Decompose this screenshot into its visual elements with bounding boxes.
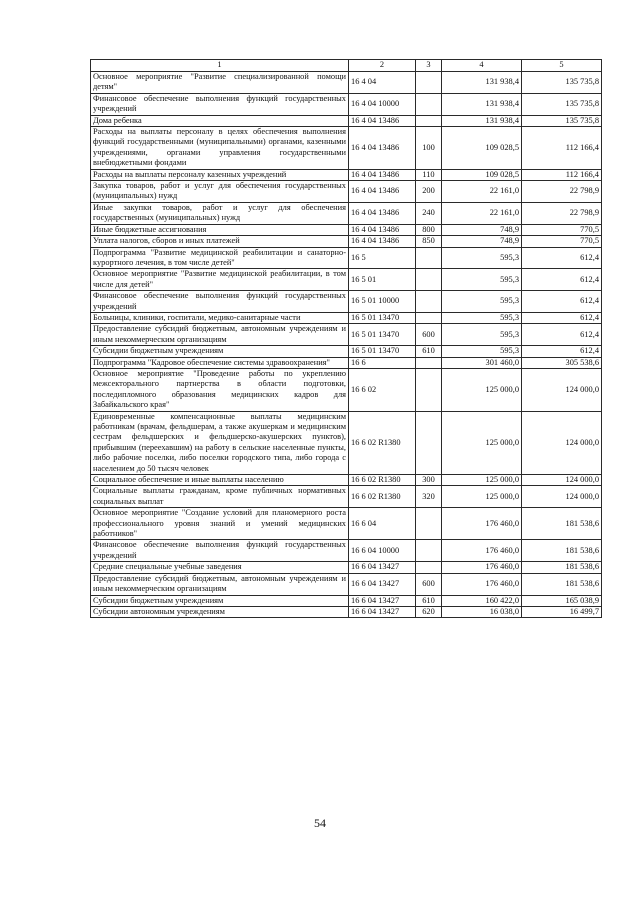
- row-name-cell: Предоставление субсидий бюджетным, автономным учреждениям и иным некоммерческим организациям: [91, 573, 349, 595]
- row-name-cell: Подпрограмма "Развитие медицинской реабилитации и санаторно-курортного лечения, в том числе детей": [91, 247, 349, 269]
- row-code-cell: 16 6: [349, 357, 416, 368]
- row-type-cell: 100: [416, 127, 442, 170]
- row-type-cell: [416, 562, 442, 573]
- header-col-4: 4: [442, 60, 522, 72]
- row-name-cell: Иные бюджетные ассигнования: [91, 224, 349, 235]
- table-row: [91, 291, 602, 313]
- row-code-cell: 16 4 04 13486: [349, 224, 416, 235]
- table-row: [91, 224, 602, 235]
- row-name-cell: Основное мероприятие "Развитие медицинской реабилитации, в том числе для детей": [91, 269, 349, 291]
- row-name-cell: Субсидии автономным учреждениям: [91, 606, 349, 617]
- table-row: [91, 475, 602, 486]
- header-col-5: 5: [522, 60, 602, 72]
- row-type-cell: 610: [416, 346, 442, 357]
- row-value-plan-2-cell: 181 538,6: [522, 562, 602, 573]
- budget-table: [90, 59, 602, 618]
- row-value-plan-2-cell: 770,5: [522, 236, 602, 247]
- row-value-plan-1-cell: 595,3: [442, 324, 522, 346]
- row-name-cell: Основное мероприятие "Развитие специализированной помощи детям": [91, 72, 349, 94]
- table-row: [91, 346, 602, 357]
- row-type-cell: [416, 357, 442, 368]
- row-value-plan-1-cell: 595,3: [442, 247, 522, 269]
- row-value-plan-2-cell: 135 735,8: [522, 93, 602, 115]
- row-type-cell: [416, 115, 442, 126]
- row-value-plan-1-cell: 125 000,0: [442, 368, 522, 411]
- row-value-plan-1-cell: 748,9: [442, 224, 522, 235]
- row-type-cell: [416, 72, 442, 94]
- header-col-3: 3: [416, 60, 442, 72]
- row-type-cell: [416, 368, 442, 411]
- row-value-plan-1-cell: 176 460,0: [442, 573, 522, 595]
- row-value-plan-1-cell: 16 038,0: [442, 606, 522, 617]
- row-type-cell: [416, 312, 442, 323]
- row-value-plan-1-cell: 176 460,0: [442, 508, 522, 540]
- row-type-cell: 800: [416, 224, 442, 235]
- row-name-cell: Основное мероприятие "Создание условий для планомерного роста профессионального уровня знаний и умений медицинских работников": [91, 508, 349, 540]
- row-name-cell: Основное мероприятие "Проведение работы по укреплению межсекторального партнерства в области подготовки, последипломного образования медицинских кадров для Забайкальского края": [91, 368, 349, 411]
- row-name-cell: Закупка товаров, работ и услуг для обеспечения государственных (муниципальных) нужд: [91, 181, 349, 203]
- table-row: [91, 595, 602, 606]
- row-name-cell: Больницы, клиники, госпитали, медико-санитарные части: [91, 312, 349, 323]
- table-row: [91, 357, 602, 368]
- row-value-plan-1-cell: 131 938,4: [442, 93, 522, 115]
- row-value-plan-2-cell: 612,4: [522, 324, 602, 346]
- row-value-plan-2-cell: 124 000,0: [522, 368, 602, 411]
- row-code-cell: 16 5 01 13470: [349, 346, 416, 357]
- row-type-cell: 850: [416, 236, 442, 247]
- table-row: [91, 540, 602, 562]
- row-name-cell: Социальное обеспечение и иные выплаты населению: [91, 475, 349, 486]
- row-value-plan-2-cell: 22 798,9: [522, 181, 602, 203]
- row-value-plan-1-cell: 595,3: [442, 312, 522, 323]
- row-value-plan-2-cell: 112 166,4: [522, 127, 602, 170]
- row-value-plan-1-cell: 595,3: [442, 291, 522, 313]
- row-name-cell: Расходы на выплаты персоналу казенных учреждений: [91, 169, 349, 180]
- table-row: [91, 324, 602, 346]
- row-value-plan-1-cell: 176 460,0: [442, 540, 522, 562]
- row-value-plan-2-cell: 305 538,6: [522, 357, 602, 368]
- row-type-cell: 200: [416, 181, 442, 203]
- row-name-cell: Расходы на выплаты персоналу в целях обеспечения выполнения функций государственными (муниципальными) органами, казенными учреждениями, органами управления государственными внебюджетными фондами: [91, 127, 349, 170]
- row-name-cell: Средние специальные учебные заведения: [91, 562, 349, 573]
- row-value-plan-1-cell: 125 000,0: [442, 475, 522, 486]
- row-value-plan-1-cell: 109 028,5: [442, 169, 522, 180]
- table-row: [91, 562, 602, 573]
- row-value-plan-1-cell: 131 938,4: [442, 72, 522, 94]
- table-row: [91, 236, 602, 247]
- row-value-plan-1-cell: 109 028,5: [442, 127, 522, 170]
- row-name-cell: Подпрограмма "Кадровое обеспечение системы здравоохранения": [91, 357, 349, 368]
- header-col-1: 1: [91, 60, 349, 72]
- row-value-plan-1-cell: 595,3: [442, 269, 522, 291]
- row-code-cell: 16 5 01 10000: [349, 291, 416, 313]
- row-type-cell: 620: [416, 606, 442, 617]
- row-name-cell: Финансовое обеспечение выполнения функций государственных учреждений: [91, 291, 349, 313]
- row-name-cell: Единовременные компенсационные выплаты медицинским работникам (врачам, фельдшерам, а также акушеркам и медицинским сестрам фельдшерских и фельдшерско-акушерских пунктов), прибывшим (переехавшим) на работу в сельские населенные пункты, либо рабочие поселки, либо поселки городского типа, либо города с населением до 50 тысяч человек: [91, 411, 349, 474]
- table-row: [91, 72, 602, 94]
- row-name-cell: Социальные выплаты гражданам, кроме публичных нормативных социальных выплат: [91, 486, 349, 508]
- table-row: [91, 606, 602, 617]
- row-code-cell: 16 4 04: [349, 72, 416, 94]
- table-body: [91, 72, 602, 618]
- row-code-cell: 16 6 02 R1380: [349, 475, 416, 486]
- row-value-plan-1-cell: 748,9: [442, 236, 522, 247]
- row-value-plan-2-cell: 181 538,6: [522, 573, 602, 595]
- row-value-plan-1-cell: 22 161,0: [442, 181, 522, 203]
- row-name-cell: Уплата налогов, сборов и иных платежей: [91, 236, 349, 247]
- row-code-cell: 16 5 01 13470: [349, 312, 416, 323]
- table-row: [91, 411, 602, 474]
- row-value-plan-2-cell: 612,4: [522, 346, 602, 357]
- header-col-2: 2: [349, 60, 416, 72]
- row-value-plan-2-cell: 612,4: [522, 269, 602, 291]
- row-code-cell: 16 4 04 13486: [349, 181, 416, 203]
- row-code-cell: 16 4 04 13486: [349, 115, 416, 126]
- row-code-cell: 16 4 04 13486: [349, 127, 416, 170]
- row-value-plan-2-cell: 16 499,7: [522, 606, 602, 617]
- table-row: [91, 127, 602, 170]
- row-type-cell: 600: [416, 324, 442, 346]
- row-type-cell: [416, 247, 442, 269]
- row-value-plan-1-cell: 131 938,4: [442, 115, 522, 126]
- row-name-cell: Иные закупки товаров, работ и услуг для обеспечения государственных (муниципальных) нужд: [91, 202, 349, 224]
- row-value-plan-2-cell: 124 000,0: [522, 486, 602, 508]
- row-type-cell: 320: [416, 486, 442, 508]
- row-value-plan-2-cell: 770,5: [522, 224, 602, 235]
- row-code-cell: 16 6 04 13427: [349, 562, 416, 573]
- table-row: [91, 202, 602, 224]
- row-type-cell: [416, 269, 442, 291]
- row-code-cell: 16 6 02 R1380: [349, 486, 416, 508]
- row-name-cell: Финансовое обеспечение выполнения функций государственных учреждений: [91, 93, 349, 115]
- row-name-cell: Дома ребенка: [91, 115, 349, 126]
- row-type-cell: 110: [416, 169, 442, 180]
- row-value-plan-2-cell: 135 735,8: [522, 115, 602, 126]
- row-value-plan-2-cell: 22 798,9: [522, 202, 602, 224]
- row-type-cell: [416, 540, 442, 562]
- table-row: [91, 368, 602, 411]
- row-value-plan-1-cell: 595,3: [442, 346, 522, 357]
- table-row: [91, 508, 602, 540]
- row-type-cell: [416, 93, 442, 115]
- row-code-cell: 16 6 04 13427: [349, 573, 416, 595]
- row-value-plan-1-cell: 125 000,0: [442, 486, 522, 508]
- header-row: [91, 60, 602, 72]
- row-value-plan-2-cell: 165 038,9: [522, 595, 602, 606]
- row-value-plan-2-cell: 612,4: [522, 291, 602, 313]
- table-row: [91, 312, 602, 323]
- row-type-cell: 300: [416, 475, 442, 486]
- row-type-cell: [416, 411, 442, 474]
- row-code-cell: 16 6 02: [349, 368, 416, 411]
- row-code-cell: 16 4 04 10000: [349, 93, 416, 115]
- row-type-cell: [416, 508, 442, 540]
- row-type-cell: 610: [416, 595, 442, 606]
- row-name-cell: Финансовое обеспечение выполнения функций государственных учреждений: [91, 540, 349, 562]
- row-value-plan-2-cell: 112 166,4: [522, 169, 602, 180]
- table-row: [91, 486, 602, 508]
- row-value-plan-2-cell: 135 735,8: [522, 72, 602, 94]
- row-code-cell: 16 5 01: [349, 269, 416, 291]
- page-number: 54: [314, 816, 326, 830]
- table-row: [91, 573, 602, 595]
- row-type-cell: 600: [416, 573, 442, 595]
- row-code-cell: 16 4 04 13486: [349, 169, 416, 180]
- row-type-cell: 240: [416, 202, 442, 224]
- row-value-plan-1-cell: 160 422,0: [442, 595, 522, 606]
- row-code-cell: 16 5 01 13470: [349, 324, 416, 346]
- row-code-cell: 16 4 04 13486: [349, 236, 416, 247]
- row-name-cell: Субсидии бюджетным учреждениям: [91, 595, 349, 606]
- row-value-plan-2-cell: 181 538,6: [522, 508, 602, 540]
- row-value-plan-1-cell: 125 000,0: [442, 411, 522, 474]
- row-code-cell: 16 6 04 13427: [349, 595, 416, 606]
- row-code-cell: 16 6 02 R1380: [349, 411, 416, 474]
- row-value-plan-2-cell: 612,4: [522, 312, 602, 323]
- row-type-cell: [416, 291, 442, 313]
- table-row: [91, 169, 602, 180]
- row-value-plan-1-cell: 176 460,0: [442, 562, 522, 573]
- table-row: [91, 181, 602, 203]
- row-value-plan-2-cell: 181 538,6: [522, 540, 602, 562]
- row-code-cell: 16 6 04: [349, 508, 416, 540]
- row-value-plan-1-cell: 22 161,0: [442, 202, 522, 224]
- table-row: [91, 269, 602, 291]
- table-row: [91, 93, 602, 115]
- row-code-cell: 16 6 04 13427: [349, 606, 416, 617]
- row-value-plan-1-cell: 301 460,0: [442, 357, 522, 368]
- row-value-plan-2-cell: 124 000,0: [522, 475, 602, 486]
- row-value-plan-2-cell: 124 000,0: [522, 411, 602, 474]
- table-row: [91, 115, 602, 126]
- row-code-cell: 16 6 04 10000: [349, 540, 416, 562]
- table-row: [91, 247, 602, 269]
- row-name-cell: Субсидии бюджетным учреждениям: [91, 346, 349, 357]
- row-code-cell: 16 5: [349, 247, 416, 269]
- row-name-cell: Предоставление субсидий бюджетным, автономным учреждениям и иным некоммерческим организациям: [91, 324, 349, 346]
- row-code-cell: 16 4 04 13486: [349, 202, 416, 224]
- row-value-plan-2-cell: 612,4: [522, 247, 602, 269]
